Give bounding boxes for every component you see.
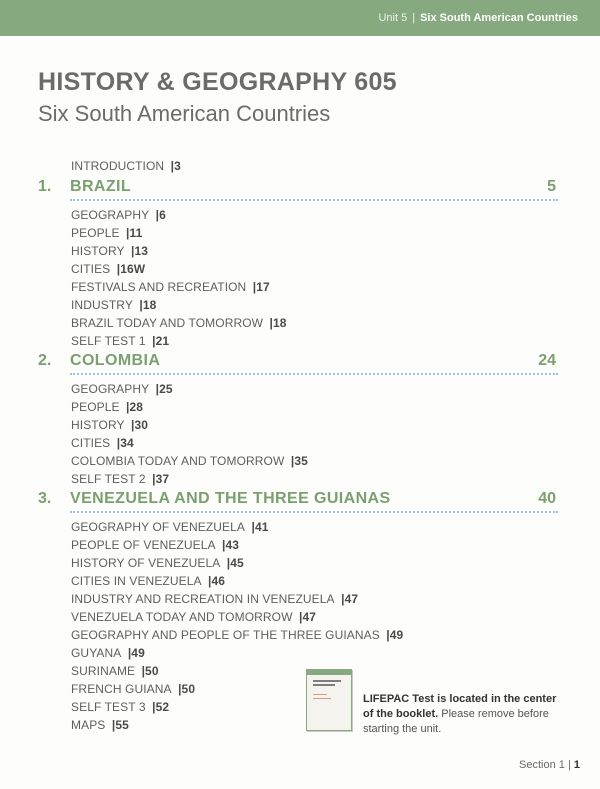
page-footer [519,759,580,771]
footer-separator: | [567,759,571,771]
toc-entry: SELF TEST 2 |37 [71,472,170,486]
note-bold: LIFEPAC Test is located in the center of the booklet. [363,693,557,720]
section-number: 1. [38,178,52,195]
toc-entry: CITIES |16W [71,262,146,276]
toc-entry: CITIES |34 [71,436,134,450]
toc-entry: HISTORY |30 [71,418,149,432]
section-dotted-rule [70,199,558,202]
toc-entry: INDUSTRY |18 [71,298,157,312]
section-dotted-rule [70,373,558,376]
toc-entry: HISTORY |13 [71,244,149,258]
toc-entry: INDUSTRY AND RECREATION IN VENEZUELA |47 [71,592,359,606]
toc-entry: GUYANA |49 [71,646,145,660]
toc-entry-page: 3 [174,159,181,173]
header-band [0,0,600,36]
header-unit: Unit 5 [378,12,408,24]
section-dotted-rule [70,511,558,514]
note-text: Please remove before starting the unit. [363,708,549,735]
header-title: Six South American Countries [420,12,578,24]
section-heading-brazil [38,178,558,202]
section-number: 3. [38,490,52,507]
toc-entry: PEOPLE |11 [71,226,143,240]
toc-entry: FESTIVALS AND RECREATION |17 [71,280,270,294]
section-heading-colombia [38,352,558,376]
page-subtitle: Six South American Countries [38,101,331,126]
section-number: 2. [38,352,52,369]
toc-entry: VENEZUELA TODAY AND TOMORROW |47 [71,610,316,624]
toc-entry: GEOGRAPHY |6 [71,208,166,222]
toc-entry: SELF TEST 3 |52 [71,700,170,714]
section-title: BRAZIL [70,178,132,195]
section-title: COLOMBIA [70,352,161,369]
toc-entry: BRAZIL TODAY AND TOMORROW |18 [71,316,287,330]
toc-entry: PEOPLE |28 [71,400,144,414]
toc-entry: PEOPLE OF VENEZUELA |43 [71,538,240,552]
toc-entry-introduction: INTRODUCTION |3 [71,159,181,173]
toc-entry: GEOGRAPHY |25 [71,382,173,396]
toc-entry: HISTORY OF VENEZUELA |45 [71,556,244,570]
toc-entry: GEOGRAPHY AND PEOPLE OF THE THREE GUIANAS |49 [71,628,404,642]
footer-label: Section 1 [519,759,565,771]
toc-entry: SELF TEST 1 |21 [71,334,170,348]
toc-entry: FRENCH GUIANA |50 [71,682,196,696]
toc-entry: CITIES IN VENEZUELA |46 [71,574,226,588]
section-page: 24 [538,352,556,369]
toc-entry: COLOMBIA TODAY AND TOMORROW |35 [71,454,308,468]
toc-entry: GEOGRAPHY OF VENEZUELA |41 [71,520,269,534]
section-heading-venezuela [38,490,558,514]
lifepac-note [363,692,563,737]
section-title: VENEZUELA AND THE THREE GUIANAS [70,490,391,507]
page-title: HISTORY & GEOGRAPHY 605 [38,68,397,96]
section-page: 40 [538,490,556,507]
booklet-icon [306,669,352,731]
header-separator: | [412,12,416,24]
section-page: 5 [547,178,556,195]
toc-entry: SURINAME |50 [71,664,159,678]
toc-entry: MAPS |55 [71,718,129,732]
footer-page: 1 [573,759,580,771]
toc-entry-label: INTRODUCTION [71,159,165,173]
